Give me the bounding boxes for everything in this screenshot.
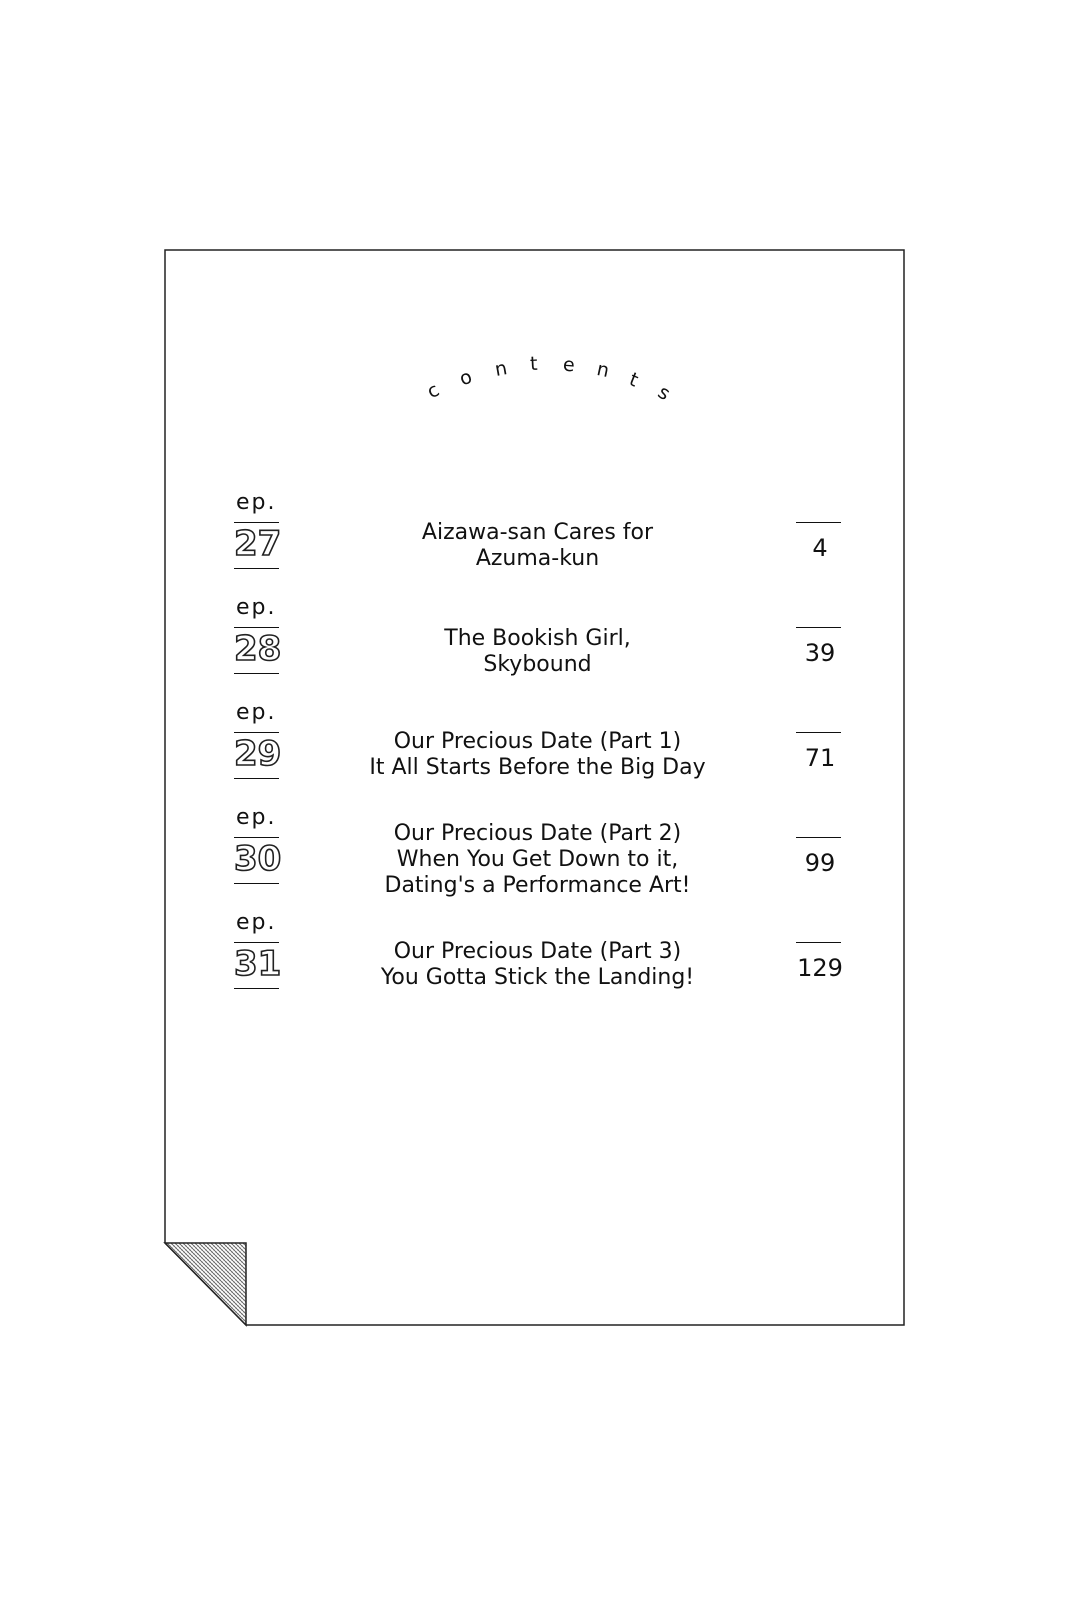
episode-label: ep.: [236, 700, 277, 725]
episode-rule-bottom: [234, 673, 279, 674]
page-number: 99: [804, 849, 836, 877]
episode-title-line: Dating's a Performance Art!: [384, 873, 691, 898]
heading-letter: t: [626, 368, 642, 392]
episode-title-line: Aizawa-san Cares for: [421, 520, 654, 545]
episode-number: 31: [234, 944, 282, 984]
episode-title-line: Our Precious Date (Part 1): [393, 729, 682, 754]
heading-letter: n: [594, 357, 612, 383]
episode-number: 28: [234, 629, 282, 669]
heading-letter: e: [562, 353, 576, 377]
episode-number: 29: [234, 734, 282, 774]
page-number-rule: [796, 522, 841, 523]
episode-label: ep.: [236, 805, 277, 830]
episode-title: [340, 939, 735, 991]
toc-entry: [0, 490, 1067, 590]
episode-title-line: You Gotta Stick the Landing!: [380, 965, 695, 990]
episode-number: 27: [234, 524, 282, 564]
episode-rule-bottom: [234, 988, 279, 989]
episode-rule-bottom: [234, 568, 279, 569]
heading-letter: t: [529, 352, 539, 376]
episode-title: [340, 821, 735, 899]
toc-entry: [0, 700, 1067, 800]
episode-label: ep.: [236, 595, 277, 620]
toc-entry: [0, 595, 1067, 695]
heading-letter: n: [493, 357, 509, 381]
toc-entry: [0, 910, 1067, 1010]
heading-letter: s: [653, 381, 674, 405]
page-number: 71: [804, 744, 836, 772]
heading-letter: c: [423, 378, 444, 404]
toc-entry: [0, 805, 1067, 905]
episode-rule-top: [234, 942, 279, 943]
episode-rule-top: [234, 522, 279, 523]
page-number-rule: [796, 627, 841, 628]
episode-rule-top: [234, 732, 279, 733]
episode-title-line: The Bookish Girl,: [444, 626, 631, 651]
episode-rule-top: [234, 837, 279, 838]
page-number-rule: [796, 732, 841, 733]
episode-rule-bottom: [234, 778, 279, 779]
page-number-rule: [796, 942, 841, 943]
episode-title-line: Our Precious Date (Part 2): [393, 821, 682, 846]
heading-letter: o: [456, 365, 476, 391]
episode-title-line: Azuma-kun: [475, 546, 600, 571]
episode-label: ep.: [236, 490, 277, 515]
episode-title-line: Skybound: [483, 652, 592, 677]
page-number: 39: [804, 639, 836, 667]
page-number-rule: [796, 837, 841, 838]
episode-label: ep.: [236, 910, 277, 935]
episode-rule-top: [234, 627, 279, 628]
page-number: 4: [812, 534, 828, 562]
episode-title-line: When You Get Down to it,: [396, 847, 679, 872]
episode-number: 30: [234, 839, 282, 879]
episode-title: [340, 520, 735, 572]
episode-title-line: It All Starts Before the Big Day: [369, 755, 706, 780]
contents-heading: [380, 340, 710, 420]
episode-rule-bottom: [234, 883, 279, 884]
episode-title-line: Our Precious Date (Part 3): [393, 939, 682, 964]
episode-title: [340, 729, 735, 781]
episode-title: [340, 626, 735, 678]
page-number: 129: [797, 954, 843, 982]
folded-corner: [165, 1243, 246, 1325]
